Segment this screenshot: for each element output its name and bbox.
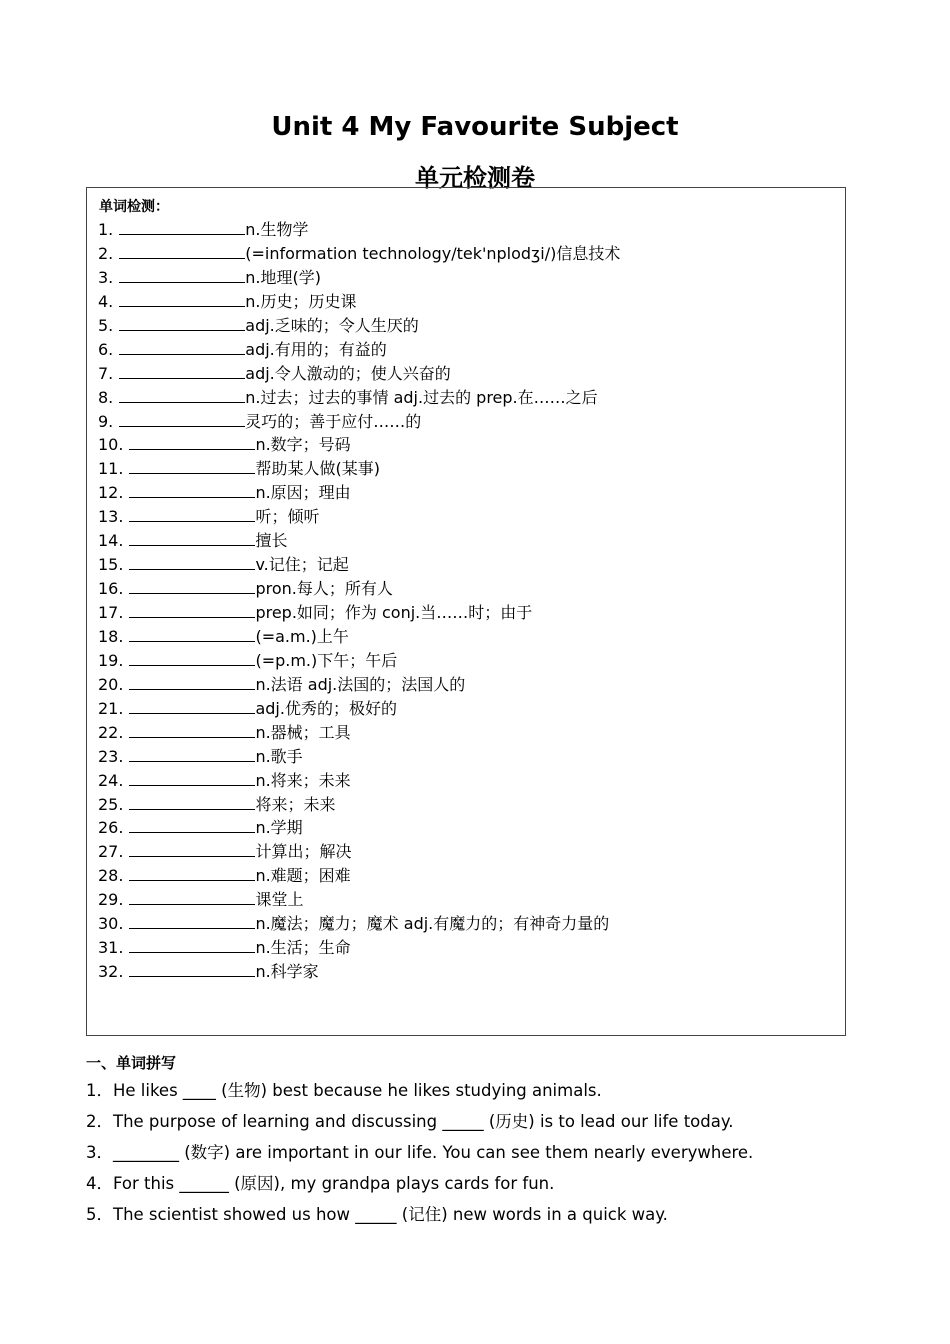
vocab-item [98,864,620,888]
vocab-item-definition: n.生活；生命 [255,938,351,958]
vocab-item [98,577,620,601]
vocab-item-definition: pron.每人；所有人 [255,579,393,599]
answer-blank[interactable] [119,316,245,331]
answer-blank[interactable] [129,507,255,522]
vocab-item-number: 1. [98,220,114,239]
vocab-item [98,553,620,577]
vocab-item-number: 26. [98,818,124,838]
answer-blank[interactable] [119,364,245,379]
answer-blank[interactable] [129,435,255,450]
vocab-item [98,433,620,457]
vocab-item-number: 3. [98,267,114,287]
vocab-item-definition: n.法语 adj.法国的；法国人的 [255,674,466,694]
vocab-item [98,266,620,290]
vocab-item [98,505,620,529]
vocab-item-definition: n.将来；未来 [255,770,351,790]
vocab-item [98,410,620,434]
answer-blank[interactable] [129,459,255,474]
vocab-item [98,769,620,793]
vocab-item-definition: 将来；未来 [255,794,336,814]
vocab-item-definition: 听；倾听 [255,507,320,527]
answer-blank[interactable] [129,627,255,642]
vocab-item [98,290,620,314]
vocab-item-definition: v.记住；记起 [255,555,349,575]
vocab-item-number: 10. [98,435,124,455]
vocab-item-number: 20. [98,674,124,694]
vocab-item [98,697,620,721]
answer-blank[interactable] [129,675,255,690]
answer-blank[interactable] [129,890,255,905]
vocab-item-definition: (=a.m.)上午 [255,626,349,646]
vocab-item [98,816,620,840]
vocab-item [98,481,620,505]
answer-blank[interactable] [129,699,255,714]
vocab-item-definition: n.数字；号码 [255,435,351,455]
vocab-item-definition: prep.如同；作为 conj.当……时；由于 [255,603,533,622]
page-subtitle: 单元检测卷 [415,163,535,192]
vocab-item-definition: 灵巧的；善于应付……的 [245,411,422,431]
answer-blank[interactable] [119,244,245,259]
vocab-item-definition: n.生物学 [245,220,309,239]
vocab-item-number: 9. [98,411,114,431]
vocab-item [98,601,620,625]
vocab-item-definition: n.历史；历史课 [245,291,357,311]
vocabulary-heading: 单词检测： [99,199,169,215]
answer-blank[interactable] [129,842,255,857]
vocab-item-number: 11. [98,459,124,479]
vocab-item-number: 7. [98,363,114,383]
vocab-item-definition: 帮助某人做(某事) [255,459,380,479]
answer-blank[interactable] [119,292,245,307]
vocab-item-definition: n.原因；理由 [255,483,351,503]
vocab-item-number: 24. [98,770,124,790]
vocab-item-definition: adj.令人激动的；使人兴奋的 [245,363,451,383]
answer-blank[interactable] [129,818,255,833]
vocab-item [98,314,620,338]
answer-blank[interactable] [129,603,255,618]
vocab-item-number: 6. [98,339,114,359]
vocab-item-number: 22. [98,722,124,742]
vocab-item-number: 19. [98,650,124,670]
vocab-item-number: 8. [98,387,114,407]
vocab-item [98,362,620,386]
vocab-item-definition: 课堂上 [255,890,304,910]
vocab-item-number: 4. [98,291,114,311]
vocab-item-number: 28. [98,866,124,886]
vocabulary-list [98,218,620,984]
vocab-item-definition: n.过去；过去的事情 adj.过去的 prep.在……之后 [245,387,598,407]
vocab-item-definition: adj.优秀的；极好的 [255,698,397,718]
answer-blank[interactable] [119,268,245,283]
answer-blank[interactable] [119,412,245,427]
vocab-item [98,888,620,912]
vocab-item-definition: adj.有用的；有益的 [245,339,387,359]
vocab-item-definition: (=p.m.)下午；午后 [255,650,398,670]
spelling-list [86,1077,753,1232]
page-title: Unit 4 My Favourite Subject [271,112,679,142]
answer-blank[interactable] [129,938,255,953]
vocab-item [98,936,620,960]
answer-blank[interactable] [129,531,255,546]
vocab-item [98,338,620,362]
vocab-item-definition: (=information technology/tek'nplodʒi/)信息技术 [245,243,621,263]
vocabulary-check-box [86,187,846,1036]
spelling-question: 3．________ (数字) are important in our life. You can see them nearly everywhere. [86,1143,754,1162]
vocab-item-number: 17. [98,603,124,622]
vocab-item-number: 2. [98,243,114,263]
answer-blank[interactable] [129,795,255,810]
vocab-item [98,625,620,649]
spelling-question: 1．He likes ____ (生物) best because he likes studying animals. [86,1081,602,1100]
vocab-item-number: 29. [98,890,124,910]
answer-blank[interactable] [129,771,255,786]
answer-blank[interactable] [129,483,255,498]
vocab-item [98,218,620,242]
vocab-item-number: 21. [98,698,124,718]
vocab-item [98,721,620,745]
answer-blank[interactable] [129,555,255,570]
answer-blank[interactable] [119,340,245,355]
vocab-item [98,457,620,481]
vocab-item-definition: n.难题；困难 [255,866,351,886]
vocab-item-number: 16. [98,579,124,599]
vocab-item [98,673,620,697]
answer-blank[interactable] [129,651,255,666]
vocab-item-number: 5. [98,315,114,335]
answer-blank[interactable] [129,866,255,881]
vocab-item-number: 12. [98,483,124,503]
vocab-item-number: 18. [98,626,124,646]
vocab-item-number: 30. [98,914,124,934]
answer-blank[interactable] [119,388,245,403]
vocab-item [98,745,620,769]
vocab-item-number: 32. [98,962,124,982]
answer-blank[interactable] [129,579,255,594]
vocab-item-number: 23. [98,746,124,766]
vocab-item-definition: n.器械；工具 [255,722,351,742]
vocab-item [98,386,620,410]
answer-blank[interactable] [129,914,255,929]
vocab-item [98,529,620,553]
vocab-item-definition: n.地理(学) [245,267,321,287]
answer-blank[interactable] [129,962,255,977]
vocab-item [98,793,620,817]
vocab-item-definition: n.歌手 [255,746,303,766]
vocab-item-number: 27. [98,842,124,862]
vocab-item-definition: adj.乏味的；令人生厌的 [245,315,419,335]
vocab-item-number: 25. [98,794,124,814]
vocab-item-definition: n.科学家 [255,962,319,982]
vocab-item [98,912,620,936]
spelling-question: 5．The scientist showed us how _____ (记住) new words in a quick way. [86,1205,668,1224]
spelling-question: 2．The purpose of learning and discussing _____ (历史) is to lead our life today. [86,1112,734,1131]
answer-blank[interactable] [119,220,245,235]
vocab-item-number: 31. [98,938,124,958]
vocab-item [98,960,620,984]
vocab-item-definition: n.学期 [255,818,303,838]
answer-blank[interactable] [129,747,255,762]
answer-blank[interactable] [129,723,255,738]
vocab-item-definition: 擅长 [255,531,288,551]
spelling-question: 4．For this ______ (原因), my grandpa plays cards for fun. [86,1174,555,1193]
vocab-item-definition: n.魔法；魔力；魔术 adj.有魔力的；有神奇力量的 [255,914,610,934]
vocab-item-number: 14. [98,531,124,551]
vocab-item [98,242,620,266]
spelling-section-heading: 一、单词拼写 [86,1054,177,1072]
vocab-item-definition: 计算出；解决 [255,842,352,862]
vocab-item [98,840,620,864]
vocab-item [98,649,620,673]
vocab-item-number: 15. [98,555,124,575]
vocab-item-number: 13. [98,507,124,527]
